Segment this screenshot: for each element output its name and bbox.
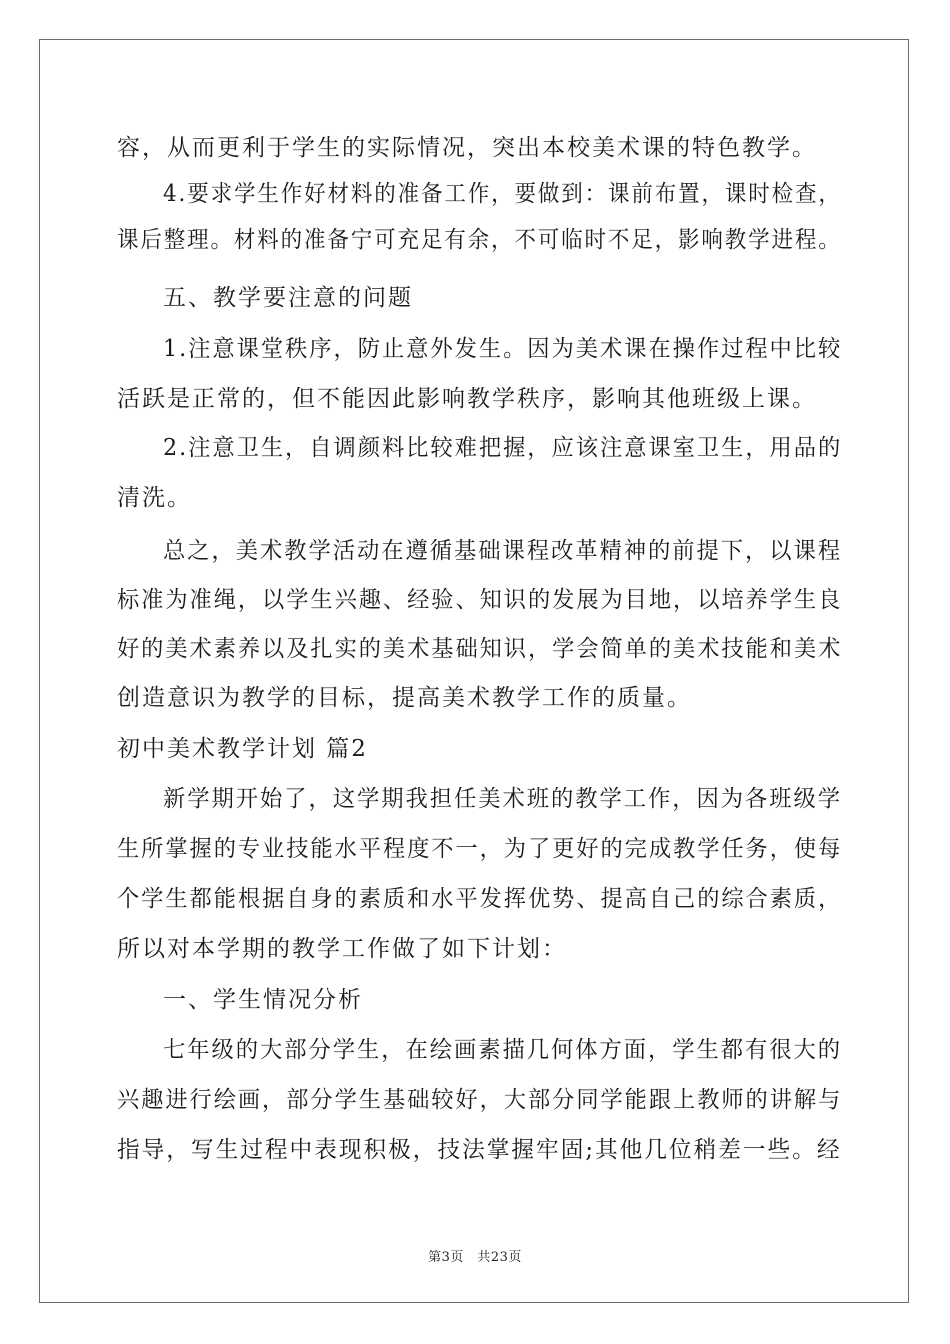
- section-heading: 五、教学要注意的问题: [163, 285, 413, 311]
- text-line: 2.注意卫生，自调颜料比较难把握，应该注意课室卫生，用品的: [163, 435, 843, 461]
- text-line: 好的美术素养以及扎实的美术基础知识，学会简单的美术技能和美术: [117, 636, 843, 662]
- text-line: 生所掌握的专业技能水平程度不一，为了更好的完成教学任务，使每: [117, 836, 843, 862]
- text-line: 标准为准绳，以学生兴趣、经验、知识的发展为目地，以培养学生良: [117, 587, 843, 613]
- text-line: 兴趣进行绘画，部分学生基础较好，大部分同学能跟上教师的讲解与: [117, 1087, 843, 1113]
- text-line: 4.要求学生作好材料的准备工作，要做到：课前布置，课时检查，: [163, 181, 842, 207]
- text-line: 七年级的大部分学生，在绘画素描几何体方面，学生都有很大的: [163, 1037, 842, 1063]
- text-line: 活跃是正常的，但不能因此影响教学秩序，影响其他班级上课。: [117, 386, 817, 412]
- section-heading: 一、学生情况分析: [163, 987, 363, 1013]
- text-line: 1.注意课堂秩序，防止意外发生。因为美术课在操作过程中比较: [163, 336, 843, 362]
- text-line: 容，从而更利于学生的实际情况，突出本校美术课的特色教学。: [117, 135, 817, 161]
- text-line: 创造意识为教学的目标，提高美术教学工作的质量。: [117, 685, 692, 711]
- text-line: 总之，美术教学活动在遵循基础课程改革精神的前提下，以课程: [163, 538, 842, 564]
- article-title: 初中美术教学计划 篇2: [117, 736, 368, 762]
- text-line: 清洗。: [117, 485, 192, 511]
- text-line: 个学生都能根据自身的素质和水平发挥优势、提高自己的综合素质，: [117, 886, 843, 912]
- page-number: 第3页 共23页: [428, 1250, 522, 1265]
- text-line: 课后整理。材料的准备宁可充足有余，不可临时不足，影响教学进程。: [117, 227, 842, 253]
- text-line: 所以对本学期的教学工作做了如下计划：: [117, 936, 567, 962]
- text-line: 指导，写生过程中表现积极，技法掌握牢固;其他几位稍差一些。经: [117, 1137, 842, 1163]
- text-line: 新学期开始了，这学期我担任美术班的教学工作，因为各班级学: [163, 786, 842, 812]
